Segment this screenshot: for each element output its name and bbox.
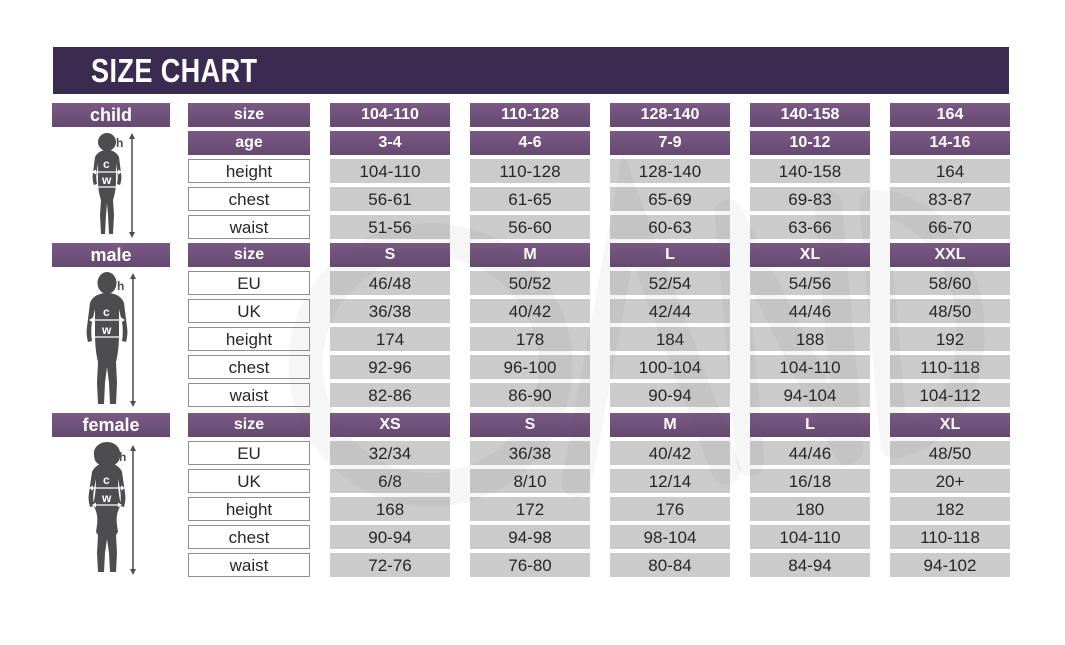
female-size-value-2: M — [610, 413, 730, 437]
child-size-value-1: 110-128 — [470, 103, 590, 127]
female-row-label-EU: EU — [188, 441, 310, 465]
male-height-value-3: 188 — [750, 327, 870, 351]
male-UK-value-0: 36/38 — [330, 299, 450, 323]
child-chest-value-4: 83-87 — [890, 187, 1010, 211]
male-section-label: male — [52, 243, 170, 267]
child-waist-value-0: 51-56 — [330, 215, 450, 239]
child-row-label-height: height — [188, 159, 310, 183]
male-height-value-1: 178 — [470, 327, 590, 351]
child-row-label-size: size — [188, 103, 310, 127]
female-height-value-1: 172 — [470, 497, 590, 521]
child-row-label-age: age — [188, 131, 310, 155]
child-chest-value-3: 69-83 — [750, 187, 870, 211]
female-row-label-chest: chest — [188, 525, 310, 549]
male-size-value-4: XXL — [890, 243, 1010, 267]
child-figure — [52, 131, 170, 239]
child-height-value-4: 164 — [890, 159, 1010, 183]
female-EU-value-0: 32/34 — [330, 441, 450, 465]
male-waist-value-3: 94-104 — [750, 383, 870, 407]
section-child — [52, 103, 1010, 239]
female-row-label-height: height — [188, 497, 310, 521]
male-waist-value-4: 104-112 — [890, 383, 1010, 407]
male-size-value-2: L — [610, 243, 730, 267]
male-UK-value-2: 42/44 — [610, 299, 730, 323]
female-size-value-4: XL — [890, 413, 1010, 437]
female-EU-value-1: 36/38 — [470, 441, 590, 465]
child-row-label-chest: chest — [188, 187, 310, 211]
child-size-value-4: 164 — [890, 103, 1010, 127]
child-size-value-0: 104-110 — [330, 103, 450, 127]
female-waist-value-3: 84-94 — [750, 553, 870, 577]
male-height-value-4: 192 — [890, 327, 1010, 351]
male-chest-value-2: 100-104 — [610, 355, 730, 379]
female-size-value-1: S — [470, 413, 590, 437]
height-label: h — [119, 450, 127, 464]
child-age-value-2: 7-9 — [610, 131, 730, 155]
height-arrow — [130, 273, 136, 407]
male-row-label-chest: chest — [188, 355, 310, 379]
female-row-label-size: size — [188, 413, 310, 437]
page-title: SIZE CHART — [91, 51, 258, 89]
male-chest-value-3: 104-110 — [750, 355, 870, 379]
female-UK-value-2: 12/14 — [610, 469, 730, 493]
waist-label: w — [102, 173, 112, 187]
male-chest-value-0: 92-96 — [330, 355, 450, 379]
female-EU-value-2: 40/42 — [610, 441, 730, 465]
child-waist-value-3: 63-66 — [750, 215, 870, 239]
child-chest-value-1: 61-65 — [470, 187, 590, 211]
male-UK-value-4: 48/50 — [890, 299, 1010, 323]
male-silhouette-icon — [52, 271, 170, 407]
waist-label: w — [102, 491, 112, 505]
male-EU-value-1: 50/52 — [470, 271, 590, 295]
child-height-value-2: 128-140 — [610, 159, 730, 183]
height-label: h — [116, 136, 124, 150]
male-height-value-2: 184 — [610, 327, 730, 351]
female-row-label-UK: UK — [188, 469, 310, 493]
height-label: h — [117, 279, 125, 293]
male-EU-value-2: 52/54 — [610, 271, 730, 295]
female-UK-value-4: 20+ — [890, 469, 1010, 493]
female-waist-value-0: 72-76 — [330, 553, 450, 577]
male-side-column — [52, 243, 170, 407]
male-size-value-1: M — [470, 243, 590, 267]
child-size-value-3: 140-158 — [750, 103, 870, 127]
child-age-value-4: 14-16 — [890, 131, 1010, 155]
male-waist-value-2: 90-94 — [610, 383, 730, 407]
male-waist-value-0: 82-86 — [330, 383, 450, 407]
child-waist-value-4: 66-70 — [890, 215, 1010, 239]
male-row-label-UK: UK — [188, 299, 310, 323]
female-height-value-4: 182 — [890, 497, 1010, 521]
female-chest-value-2: 98-104 — [610, 525, 730, 549]
female-silhouette-icon — [52, 441, 170, 577]
child-height-value-1: 110-128 — [470, 159, 590, 183]
child-chest-value-0: 56-61 — [330, 187, 450, 211]
height-arrow — [129, 133, 135, 238]
female-UK-value-1: 8/10 — [470, 469, 590, 493]
waist-label: w — [102, 323, 112, 337]
child-waist-value-1: 56-60 — [470, 215, 590, 239]
male-row-label-size: size — [188, 243, 310, 267]
child-chest-value-2: 65-69 — [610, 187, 730, 211]
male-UK-value-1: 40/42 — [470, 299, 590, 323]
male-EU-value-3: 54/56 — [750, 271, 870, 295]
female-chest-value-1: 94-98 — [470, 525, 590, 549]
male-row-label-height: height — [188, 327, 310, 351]
child-waist-value-2: 60-63 — [610, 215, 730, 239]
male-EU-value-0: 46/48 — [330, 271, 450, 295]
female-waist-value-2: 80-84 — [610, 553, 730, 577]
child-age-value-3: 10-12 — [750, 131, 870, 155]
child-side-column — [52, 103, 170, 239]
female-side-column — [52, 413, 170, 577]
female-chest-value-0: 90-94 — [330, 525, 450, 549]
chest-label: c — [103, 473, 110, 487]
chest-label: c — [103, 157, 110, 171]
male-size-value-3: XL — [750, 243, 870, 267]
female-figure — [52, 441, 170, 577]
female-section-label: female — [52, 413, 170, 437]
child-section-label: child — [52, 103, 170, 127]
child-row-label-waist: waist — [188, 215, 310, 239]
child-silhouette-icon — [52, 131, 170, 239]
section-male — [52, 243, 1010, 407]
female-EU-value-4: 48/50 — [890, 441, 1010, 465]
female-waist-value-1: 76-80 — [470, 553, 590, 577]
male-row-label-EU: EU — [188, 271, 310, 295]
female-UK-value-0: 6/8 — [330, 469, 450, 493]
female-UK-value-3: 16/18 — [750, 469, 870, 493]
chest-label: c — [103, 305, 110, 319]
height-arrow — [130, 445, 136, 575]
title-bar — [53, 47, 1009, 94]
section-female — [52, 413, 1010, 577]
male-waist-value-1: 86-90 — [470, 383, 590, 407]
female-size-value-0: XS — [330, 413, 450, 437]
female-height-value-2: 176 — [610, 497, 730, 521]
male-figure — [52, 271, 170, 407]
female-row-label-waist: waist — [188, 553, 310, 577]
male-EU-value-4: 58/60 — [890, 271, 1010, 295]
male-chest-value-1: 96-100 — [470, 355, 590, 379]
child-age-value-0: 3-4 — [330, 131, 450, 155]
child-height-value-3: 140-158 — [750, 159, 870, 183]
female-size-value-3: L — [750, 413, 870, 437]
female-height-value-0: 168 — [330, 497, 450, 521]
child-size-value-2: 128-140 — [610, 103, 730, 127]
female-waist-value-4: 94-102 — [890, 553, 1010, 577]
male-UK-value-3: 44/46 — [750, 299, 870, 323]
child-height-value-0: 104-110 — [330, 159, 450, 183]
child-table — [188, 103, 1010, 239]
child-age-value-1: 4-6 — [470, 131, 590, 155]
female-EU-value-3: 44/46 — [750, 441, 870, 465]
male-size-value-0: S — [330, 243, 450, 267]
female-height-value-3: 180 — [750, 497, 870, 521]
male-table — [188, 243, 1010, 407]
male-row-label-waist: waist — [188, 383, 310, 407]
female-chest-value-4: 110-118 — [890, 525, 1010, 549]
female-table — [188, 413, 1010, 577]
male-height-value-0: 174 — [330, 327, 450, 351]
female-chest-value-3: 104-110 — [750, 525, 870, 549]
male-chest-value-4: 110-118 — [890, 355, 1010, 379]
